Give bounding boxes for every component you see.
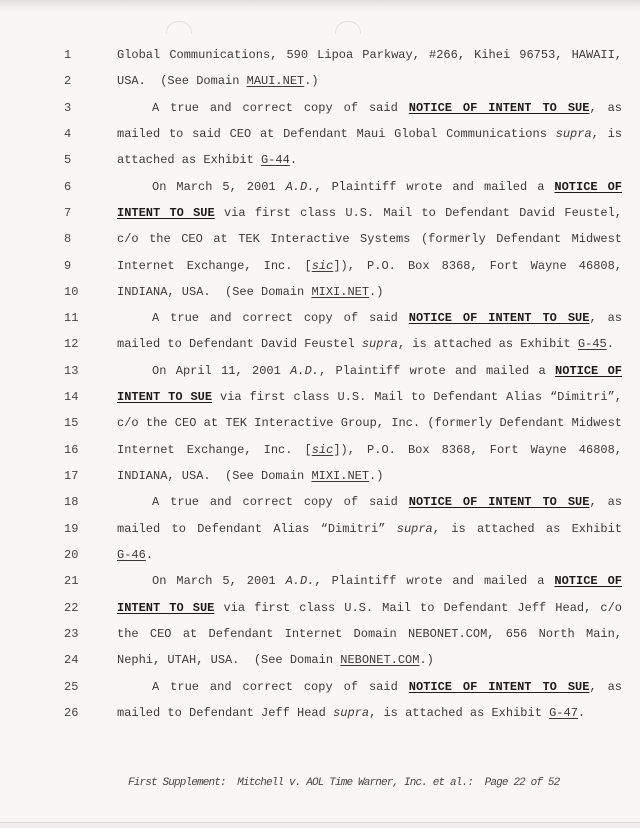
italic-underlined-text: sic: [311, 442, 334, 457]
line-text: [117, 437, 622, 463]
line-text: [117, 279, 622, 305]
line-row: [0, 279, 640, 305]
text-segment: mailed to Defendant David Feustel: [117, 337, 362, 352]
bold-underlined-text: NOTICE OF: [554, 574, 622, 589]
text-segment: , as: [589, 311, 623, 326]
italic-text: supra: [361, 337, 398, 352]
line-text: [117, 121, 622, 147]
line-text: [117, 68, 622, 94]
line-number: 12: [64, 337, 79, 352]
text-segment: .: [289, 153, 298, 168]
bold-underlined-text: INTENT TO SUE: [117, 600, 215, 615]
line-text: [117, 174, 622, 200]
italic-text: A.D.: [285, 179, 315, 194]
underlined-text: MIXI.NET: [311, 469, 370, 483]
line-text: [117, 384, 622, 410]
line-row: [0, 410, 640, 436]
line-number: 25: [64, 679, 79, 694]
text-segment: Global Communications, 590 Lipoa Parkway, #266, Kihei 96753, HAWAII,: [117, 48, 622, 62]
text-segment: , as: [589, 679, 623, 694]
line-number: 4: [64, 126, 72, 141]
bold-underlined-text: NOTICE OF INTENT TO SUE: [408, 679, 590, 694]
line-row: [0, 42, 640, 68]
bold-underlined-text: NOTICE OF INTENT TO SUE: [408, 495, 590, 510]
line-row: [0, 68, 640, 94]
text-segment: On March 5, 2001: [152, 179, 286, 194]
text-segment: mailed to said CEO at Defendant Maui Global Communications: [117, 126, 556, 141]
bold-underlined-text: INTENT TO SUE: [117, 205, 215, 220]
bold-underlined-text: INTENT TO SUE: [117, 390, 213, 405]
line-number: 21: [64, 574, 79, 589]
line-row: [0, 95, 640, 121]
line-number: 18: [64, 495, 79, 510]
line-text: [117, 358, 622, 384]
underlined-text: G-44: [261, 153, 290, 168]
text-segment: via first class U.S. Mail to Defendant Alias “Dimitri”,: [212, 390, 622, 405]
text-segment: Internet Exchange, Inc. [: [117, 442, 312, 457]
bold-underlined-text: NOTICE OF INTENT TO SUE: [408, 311, 590, 326]
line-number: 6: [64, 179, 72, 194]
line-row: [0, 121, 640, 147]
text-segment: , Plaintiff wrote and mailed a: [314, 179, 555, 194]
text-segment: the CEO at Defendant Internet Domain NEBONET.COM, 656 North Main,: [117, 626, 622, 641]
text-segment: , as: [589, 100, 623, 115]
italic-text: supra: [396, 521, 433, 536]
punch-hole-ghost-icon: [335, 21, 361, 34]
underlined-text: NEBONET.COM: [340, 653, 420, 668]
text-segment: attached as Exhibit: [117, 153, 262, 168]
bold-underlined-text: NOTICE OF INTENT TO SUE: [408, 100, 590, 115]
text-segment: .): [304, 74, 319, 89]
line-row: [0, 226, 640, 252]
line-text: [117, 200, 622, 226]
line-row: [0, 463, 640, 489]
line-text: [117, 568, 622, 594]
text-segment: c/o the CEO at TEK Interactive Group, Inc. (formerly Defendant Midwest: [117, 416, 622, 431]
text-segment: A true and correct copy of said: [152, 679, 409, 694]
line-text: [117, 700, 622, 726]
text-segment: ]), P.O. Box 8368, Fort Wayne 46808,: [333, 258, 622, 273]
line-row: [0, 568, 640, 594]
line-text: [117, 226, 622, 252]
scan-top-edge: [0, 0, 640, 13]
text-segment: .: [577, 705, 586, 720]
text-segment: A true and correct copy of said: [152, 311, 409, 326]
line-row: [0, 147, 640, 173]
line-number: 24: [64, 653, 79, 668]
italic-text: A.D.: [285, 574, 315, 589]
underlined-text: G-45: [577, 337, 607, 352]
line-number: 8: [64, 232, 72, 247]
text-segment: via first class U.S. Mail to Defendant David Feustel,: [214, 205, 622, 220]
line-row: [0, 200, 640, 226]
line-text: [117, 42, 622, 68]
line-text: [117, 305, 622, 331]
line-text: [117, 647, 622, 673]
line-number: 16: [64, 442, 79, 457]
line-row: [0, 647, 640, 673]
underlined-text: G-46: [117, 547, 146, 562]
text-segment: , as: [589, 495, 623, 510]
text-segment: mailed to Defendant Jeff Head: [117, 705, 334, 720]
scan-bottom-edge: [0, 822, 640, 828]
line-number: 5: [64, 153, 72, 168]
text-segment: , is attached as Exhibit: [369, 705, 550, 720]
line-number: 1: [64, 48, 72, 62]
line-text: [117, 542, 622, 568]
line-number: 13: [64, 363, 79, 378]
text-segment: Internet Exchange, Inc. [: [117, 258, 312, 273]
line-text: [117, 331, 622, 357]
line-text: [117, 595, 622, 621]
text-segment: On March 5, 2001: [152, 574, 286, 589]
text-segment: USA. (See Domain: [117, 74, 247, 89]
text-segment: .): [419, 653, 434, 668]
line-row: [0, 358, 640, 384]
line-row: [0, 174, 640, 200]
line-row: [0, 489, 640, 515]
text-segment: A true and correct copy of said: [152, 100, 409, 115]
text-segment: .): [369, 469, 384, 483]
line-number: 23: [64, 626, 79, 641]
text-segment: .: [606, 337, 614, 352]
text-segment: , Plaintiff wrote and mailed a: [314, 574, 555, 589]
text-segment: A true and correct copy of said: [152, 495, 409, 510]
line-number: 14: [64, 390, 79, 405]
line-row: [0, 700, 640, 726]
line-row: [0, 542, 640, 568]
punch-hole-ghost-icon: [166, 21, 192, 34]
line-row: [0, 331, 640, 357]
line-row: [0, 384, 640, 410]
line-number: 9: [64, 258, 72, 273]
line-text: [117, 621, 622, 647]
bold-underlined-text: NOTICE OF: [554, 179, 622, 194]
text-segment: , is attached as Exhibit: [397, 337, 578, 352]
text-segment: On April 11, 2001: [152, 363, 291, 378]
italic-underlined-text: sic: [311, 258, 334, 273]
line-number: 20: [64, 547, 79, 562]
underlined-text: MAUI.NET: [246, 74, 305, 89]
text-segment: Nephi, UTAH, USA. (See Domain: [117, 653, 341, 668]
italic-text: supra: [555, 126, 592, 141]
line-number: 7: [64, 205, 72, 220]
line-text: [117, 410, 622, 436]
line-text: [117, 674, 622, 700]
line-text: [117, 463, 622, 489]
line-text: [117, 147, 622, 173]
text-segment: .: [145, 547, 154, 562]
bold-underlined-text: NOTICE OF: [555, 363, 622, 378]
text-segment: INDIANA, USA. (See Domain: [117, 469, 312, 483]
underlined-text: G-47: [549, 705, 578, 720]
line-number: 22: [64, 600, 79, 615]
line-number: 10: [64, 284, 79, 299]
line-row: [0, 595, 640, 621]
line-row: [0, 305, 640, 331]
underlined-text: MIXI.NET: [311, 284, 370, 299]
line-row: [0, 437, 640, 463]
text-segment: ]), P.O. Box 8368, Fort Wayne 46808,: [333, 442, 622, 457]
line-number: 19: [64, 521, 79, 536]
pleading-lines: [0, 42, 640, 726]
text-segment: .): [369, 284, 384, 299]
text-segment: , is attached as Exhibit: [432, 521, 622, 536]
text-segment: via first class U.S. Mail to Defendant Jeff Head, c/o: [214, 600, 622, 615]
text-segment: INDIANA, USA. (See Domain: [117, 284, 312, 299]
line-number: 26: [64, 705, 79, 720]
line-number: 3: [64, 100, 72, 115]
line-number: 17: [64, 469, 79, 483]
text-segment: c/o the CEO at TEK Interactive Systems (formerly Defendant Midwest: [117, 232, 622, 247]
line-row: [0, 621, 640, 647]
line-row: [0, 674, 640, 700]
text-segment: , Plaintiff wrote and mailed a: [318, 363, 556, 378]
line-number: 15: [64, 416, 79, 431]
italic-text: A.D.: [290, 363, 319, 378]
line-text: [117, 95, 622, 121]
page-footer: First Supplement: Mitchell v. AOL Time Warner, Inc. et al.: Page 22 of 52: [128, 777, 560, 789]
line-text: [117, 253, 622, 279]
text-segment: mailed to Defendant Alias “Dimitri”: [117, 521, 397, 536]
text-segment: , is: [591, 126, 622, 141]
line-number: 11: [64, 311, 79, 326]
line-row: [0, 516, 640, 542]
line-number: 2: [64, 74, 72, 89]
italic-text: supra: [333, 705, 370, 720]
line-text: [117, 489, 622, 515]
line-text: [117, 516, 622, 542]
line-row: [0, 253, 640, 279]
